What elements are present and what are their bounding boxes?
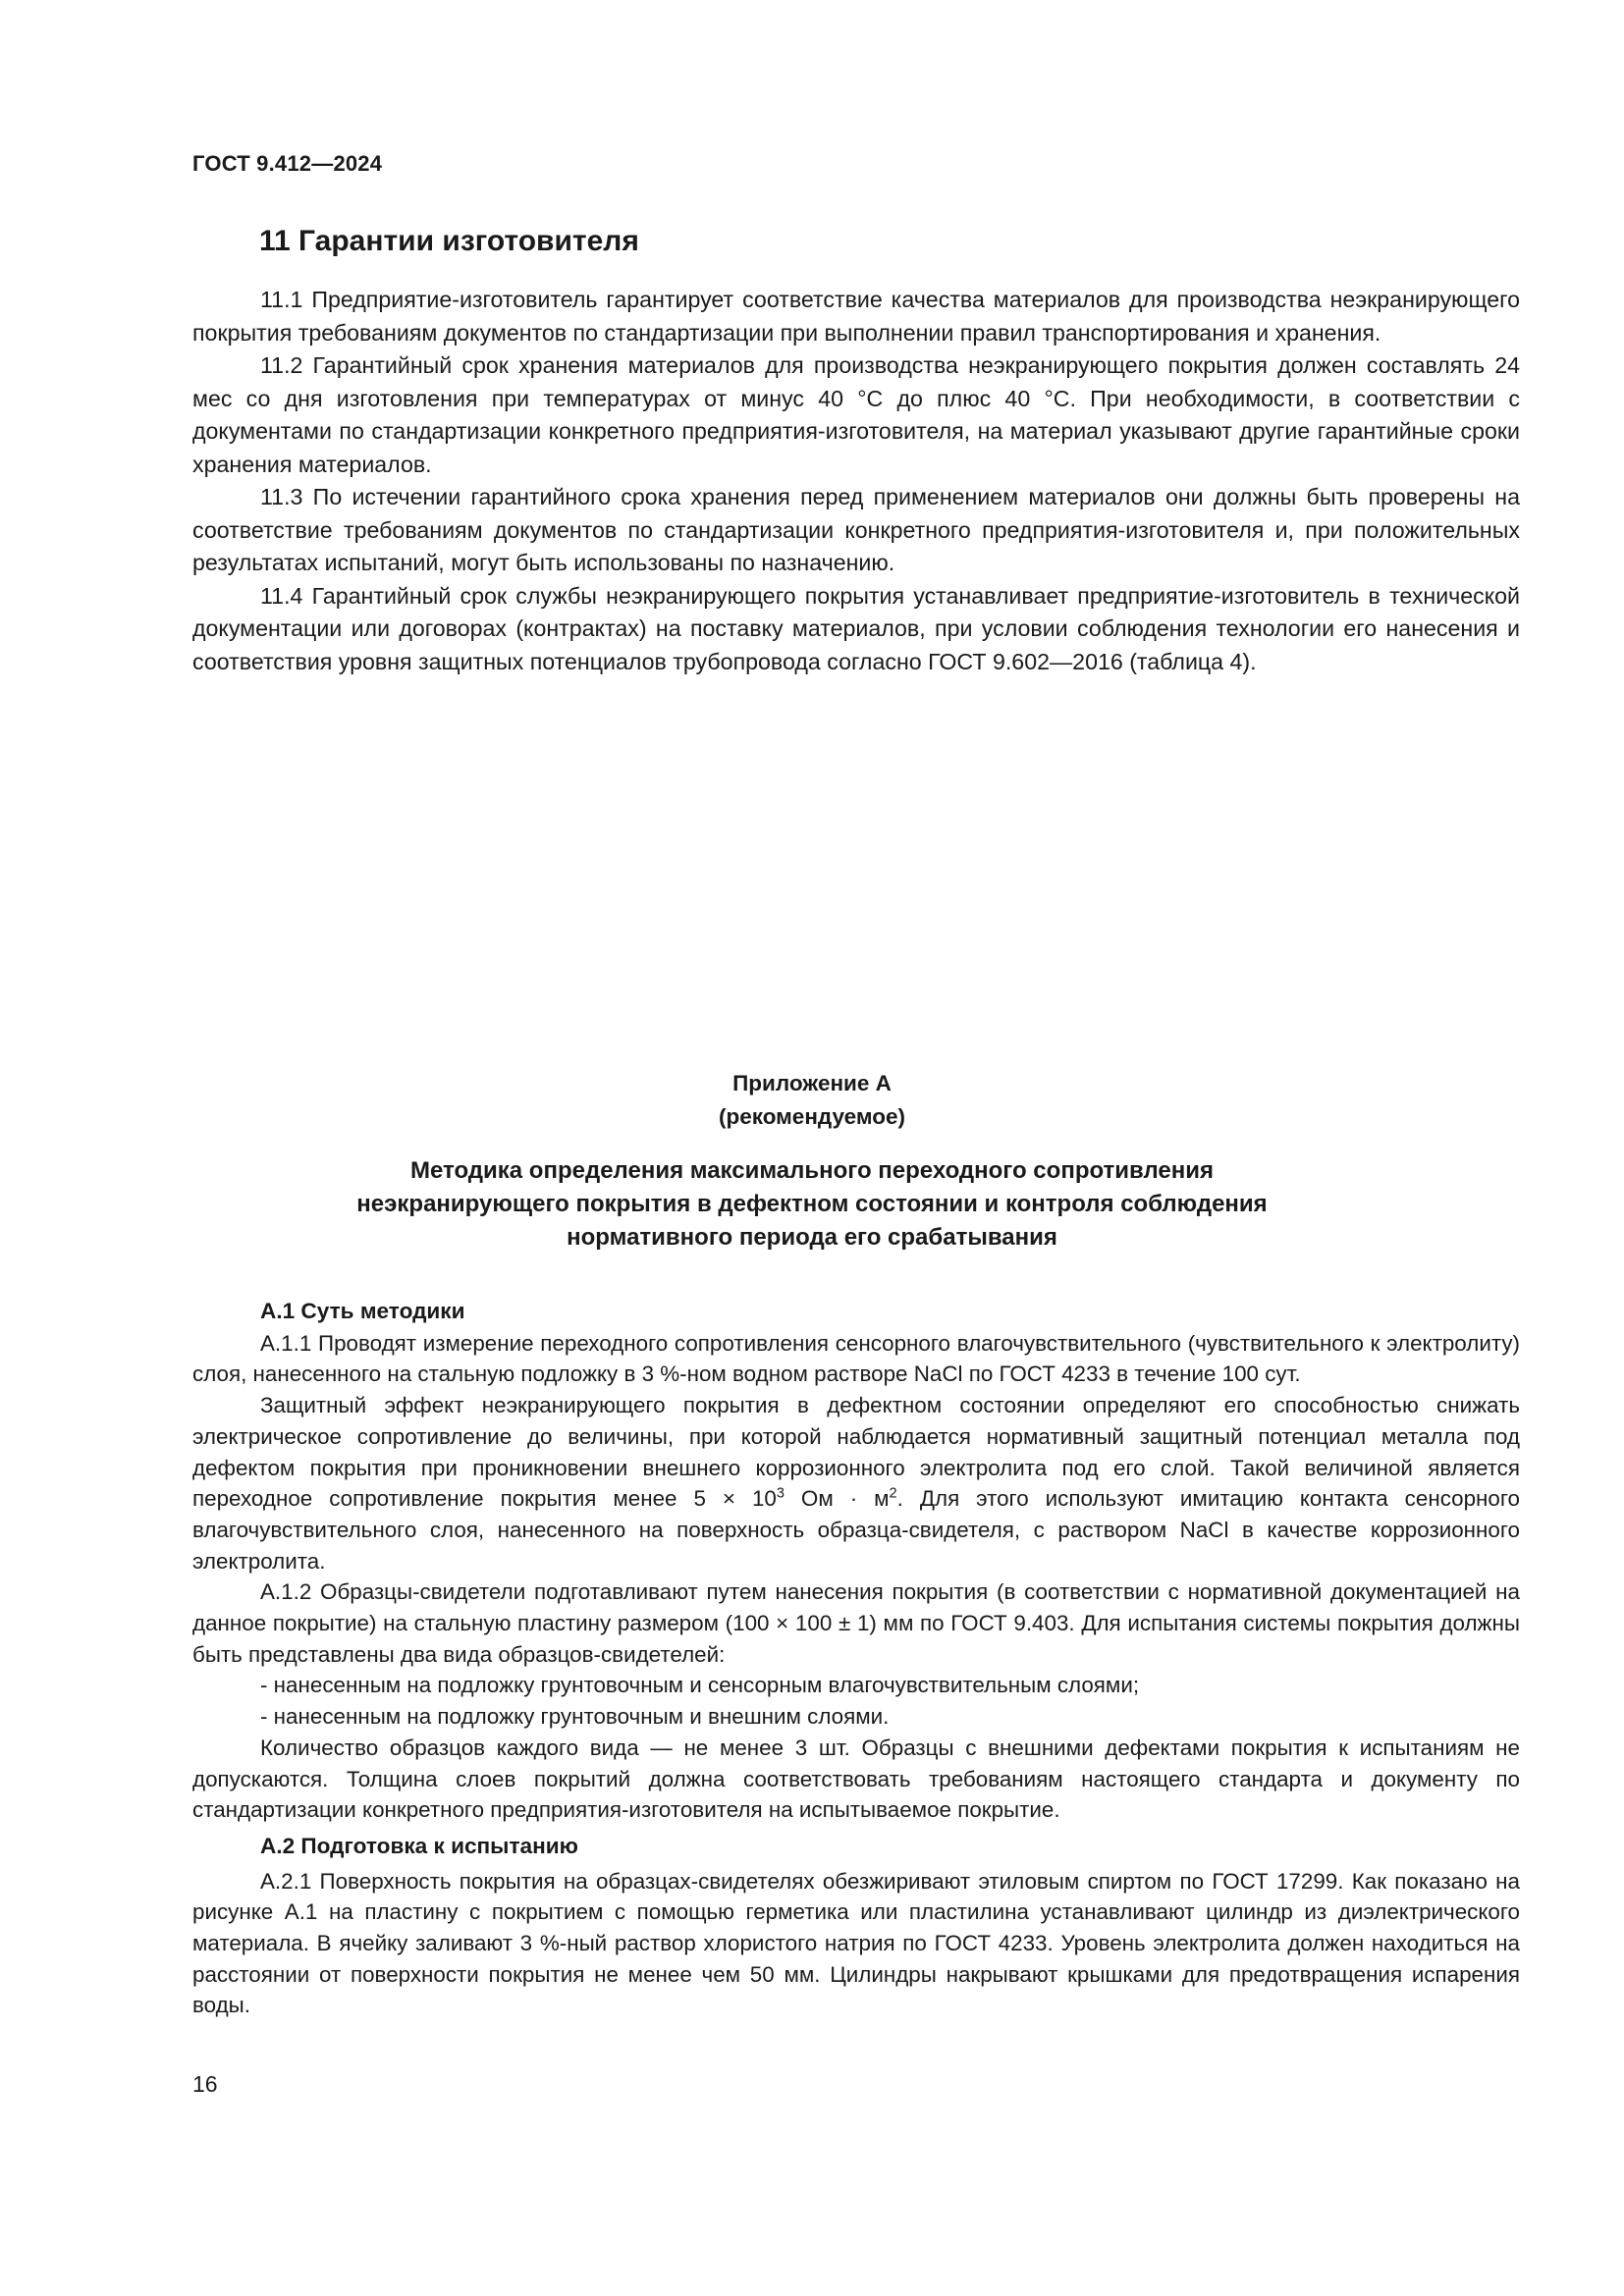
list-item: - нанесенным на подложку грунтовочным и внешним слоями.: [260, 1704, 890, 1730]
subsection-a1-heading: А.1 Суть методики: [260, 1299, 465, 1323]
appendix-title-line: нормативного периода его срабатывания: [567, 1224, 1057, 1251]
paragraph-11-4: 11.4 Гарантийный срок службы неэкранирующего покрытия устанавливает предприятие-изготовитель в технической документации или договорах (контрактах) на поставку материалов, при условии соблюдения технологии его нанесения и соответствия уровня защитных потенциалов трубопровода согласно ГОСТ 9.602—2016 (таблица 4).: [192, 582, 1520, 674]
appendix-label: Приложение А: [732, 1071, 892, 1095]
text-segment: Ом · м: [784, 1486, 890, 1512]
appendix-title: [0, 1154, 1624, 1255]
subsection-a2-heading: А.2 Подготовка к испытанию: [260, 1833, 578, 1858]
paragraph-samples-count: Количество образцов каждого вида — не менее 3 шт. Образцы с внешними дефектами покрытия к испытаниям не допускаются. Толщина слоев покрытий должна соответствовать требованиям настоящего стандарта и документу по стандартизации конкретного предприятия-изготовителя на испытываемое покрытие.: [192, 1735, 1520, 1823]
section-11-title: 11 Гарантии изготовителя: [259, 225, 639, 257]
exponent: 3: [776, 1485, 785, 1502]
appendix-title-line: Методика определения максимального переходного сопротивления: [409, 1157, 1215, 1184]
text-segment: . Для этого используют имитацию контакта сенсорного влагочувствительного слоя, нанесенного на поверхность образца-свидетеля, с раствором NaCl в качестве коррозионного электролита.: [192, 1486, 1520, 1574]
appendix-title-line: неэкранирующего покрытия в дефектном состоянии и контроля соблюдения: [356, 1191, 1268, 1217]
paragraph-a-1-2: А.1.2 Образцы-свидетели подготавливают путем нанесения покрытия (в соответствии с нормативной документацией на данное покрытие) на стальную пластину размером (100 × 100 ± 1) мм по ГОСТ 9.403. Для испытания системы покрытия должны быть представлены два вида образцов-свидетелей:: [192, 1579, 1520, 1667]
document-code: ГОСТ 9.412—2024: [192, 151, 383, 176]
paragraph-11-3: 11.3 По истечении гарантийного срока хранения перед применением материалов они должны быть проверены на соответствие требованиям документов по стандартизации конкретного предприятия-изготовителя и, при положительных результатах испытаний, могут быть использованы по назначению.: [192, 484, 1520, 575]
exponent: 2: [889, 1485, 897, 1502]
paragraph-11-2: 11.2 Гарантийный срок хранения материалов для производства неэкранирующего покрытия должен составлять 24 мес со дня изготовления при температурах от минус 40 °C до плюс 40 °C. При необходимости, в соответствии с документами по стандартизации конкретного предприятия-изготовителя, на материал указывают другие гарантийные сроки хранения материалов.: [192, 352, 1520, 477]
paragraph-a-2-1: А.2.1 Поверхность покрытия на образцах-свидетелях обезжиривают этиловым спиртом по ГОСТ 17299. Как показано на рисунке А.1 на пластину с покрытием с помощью герметика или пластилина устанавливают цилиндр из диэлектрического материала. В ячейку заливают 3 %-ный раствор хлористого натрия по ГОСТ 4233. Уровень электролита должен находиться на расстоянии от поверхности покрытия не менее чем 50 мм. Цилиндры накрывают крышками для предотвращения испарения воды.: [192, 1868, 1520, 2018]
paragraph-protective-effect: [192, 1390, 1520, 1576]
appendix-heading: [0, 1067, 1624, 1134]
list-item: - нанесенным на подложку грунтовочным и сенсорным влагочувствительным слоями;: [260, 1673, 1140, 1698]
paragraph-a-1-1: А.1.1 Проводят измерение переходного сопротивления сенсорного влагочувствительного (чувствительного к электролиту) слоя, нанесенного на стальную подложку в 3 %-ном водном растворе NaCl по ГОСТ 4233 в течение 100 сут.: [192, 1330, 1520, 1387]
text-segment: Защитный эффект неэкранирующего покрытия в дефектном состоянии определяют его способностью снижать электрическое сопротивление до величины, при которой наблюдается нормативный защитный потенциал металла под дефектом покрытия при проникновении внешнего коррозионного электролита под его слой. Такой величиной является переходное сопротивление покрытия менее 5 × 10: [192, 1393, 1520, 1512]
paragraph-11-1: 11.1 Предприятие-изготовитель гарантирует соответствие качества материалов для производства неэкранирующего покрытия требованиям документов по стандартизации при выполнении правил транспортирования и хранения.: [192, 287, 1520, 346]
section-11-body: [192, 284, 1520, 678]
appendix-body: [192, 1296, 1520, 2021]
page-number: 16: [192, 2071, 218, 2097]
appendix-status: (рекомендуемое): [719, 1104, 905, 1129]
